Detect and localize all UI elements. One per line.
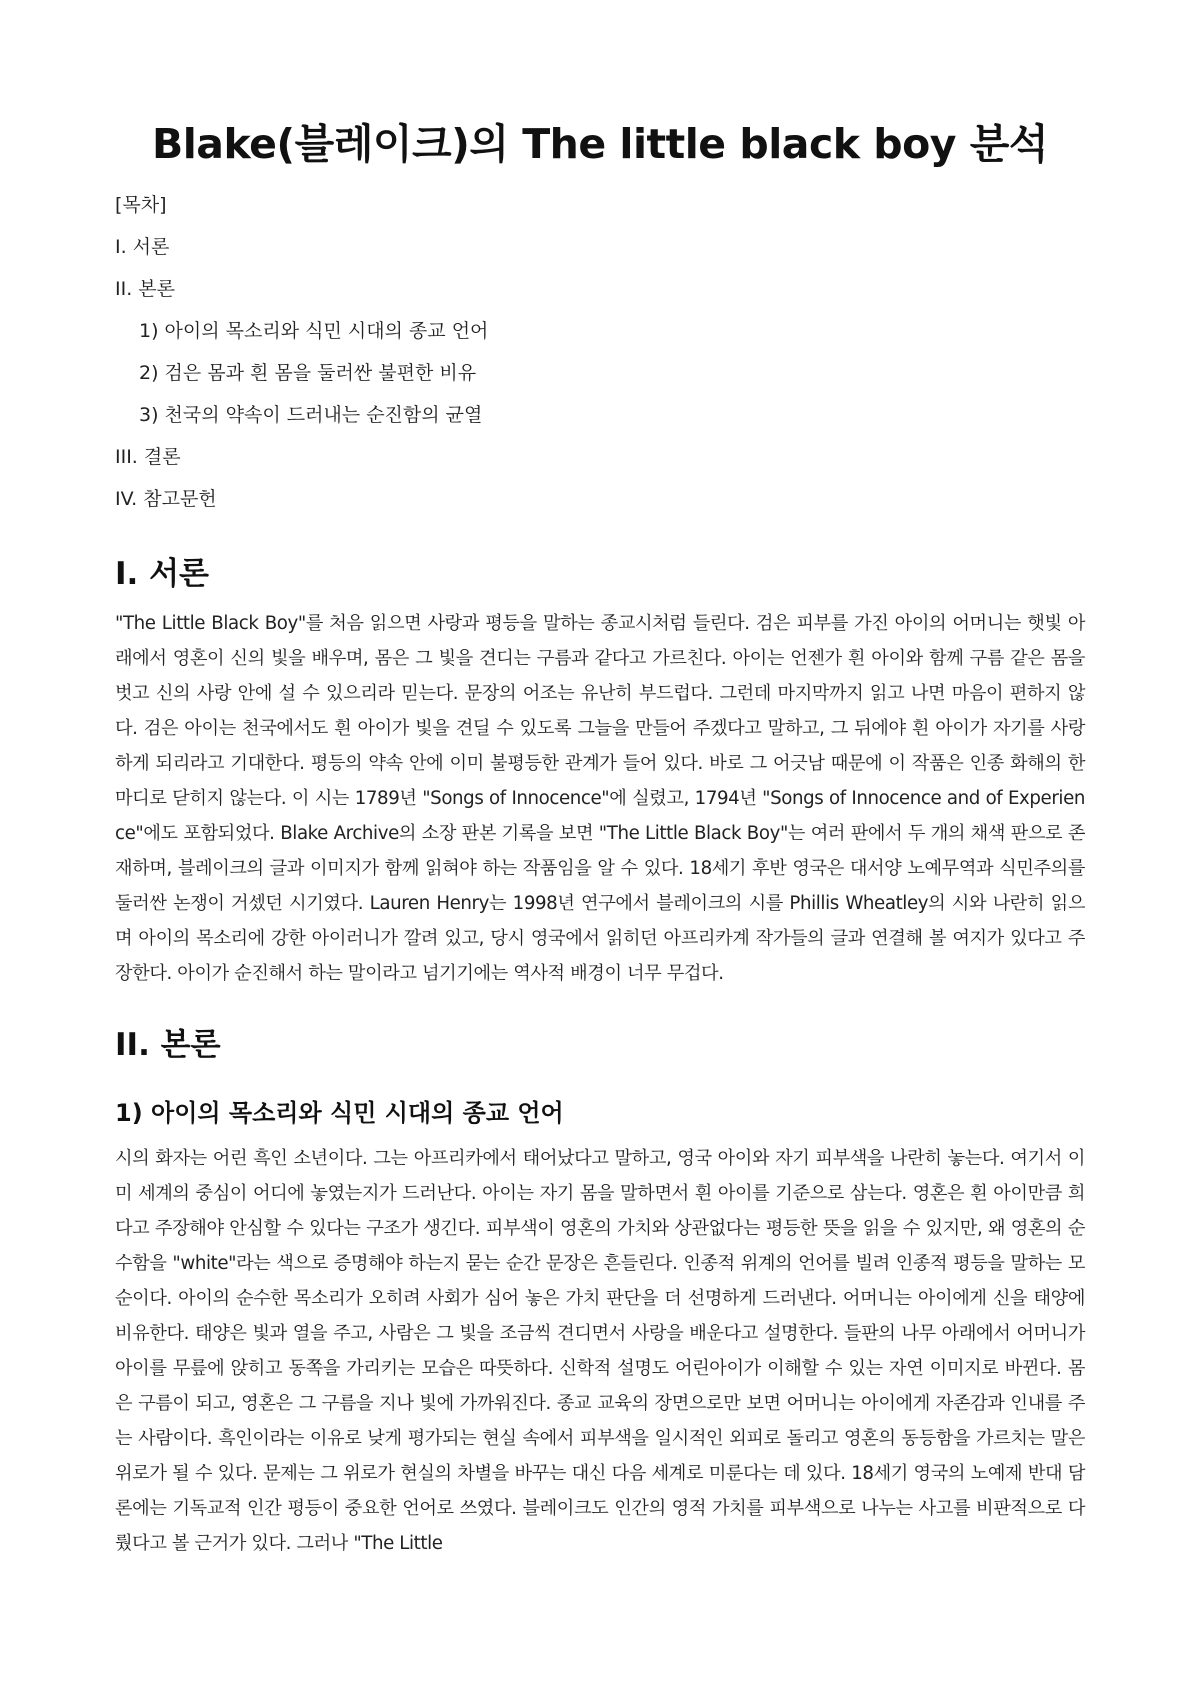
- subsection-1-paragraph: 시의 화자는 어린 흑인 소년이다. 그는 아프리카에서 태어났다고 말하고, 영국 아이와 자기 피부색을 나란히 놓는다. 여기서 이미 세계의 중심이 어디에 놓였는지가 드러난다. 아이는 자기 몸을 말하면서 흰 아이를 기준으로 삼는다. 영혼은 흰 아이만큼 희다고 주장해야 안심할 수 있다는 구조가 생긴다. 피부색이 영혼의 가치와 상관없다는 평등한 뜻을 읽을 수 있지만, 왜 영혼의 순수함을 "white"라는 색으로 증명해야 하는지 묻는 순간 문장은 흔들린다. 인종적 위계의 언어를 빌려 인종적 평등을 말하는 모순이다. 아이의 순수한 목소리가 오히려 사회가 심어 놓은 가치 판단을 더 선명하게 드러낸다. 어머니는 아이에게 신을 태양에 비유한다. 태양은 빛과 열을 주고, 사람은 그 빛을 조금씩 견디면서 사랑을 배운다고 설명한다. 들판의 나무 아래에서 어머니가 아이를 무릎에 앉히고 동쪽을 가리키는 모습은 따뜻하다. 신학적 설명도 어린아이가 이해할 수 있는 자연 이미지로 바뀐다. 몸은 구름이 되고, 영혼은 그 구름을 지나 빛에 가까워진다. 종교 교육의 장면으로만 보면 어머니는 아이에게 자존감과 인내를 주는 사람이다. 흑인이라는 이유로 낮게 평가되는 현실 속에서 피부색을 일시적인 외피로 돌리고 영혼의 동등함을 가르치는 말은 위로가 될 수 있다. 문제는 그 위로가 현실의 차별을 바꾸는 대신 다음 세계로 미룬다는 데 있다. 18세기 영국의 노예제 반대 담론에는 기독교적 인간 평등이 중요한 언어로 쓰였다. 블레이크도 인간의 영적 가치를 피부색으로 나누는 사고를 비판적으로 다뤘다고 볼 근거가 있다. 그러나 "The Little: [115, 1148, 1085, 1554]
- section-heading-body: II. 본론: [115, 1027, 221, 1063]
- table-of-contents: [115, 184, 1085, 520]
- toc-item: II. 본론: [115, 278, 175, 300]
- section-heading-introduction: I. 서론: [115, 556, 209, 592]
- subsection-heading-1: 1) 아이의 목소리와 식민 시대의 종교 언어: [115, 1099, 564, 1127]
- toc-subitem: 1) 아이의 목소리와 식민 시대의 종교 언어: [139, 320, 489, 342]
- toc-item: I. 서론: [115, 236, 170, 258]
- toc-heading: [목차]: [115, 194, 167, 216]
- introduction-paragraph: "The Little Black Boy"를 처음 읽으면 사랑과 평등을 말하는 종교시처럼 들린다. 검은 피부를 가진 아이의 어머니는 햇빛 아래에서 영혼이 신의 빛을 배우며, 몸은 그 빛을 견디는 구름과 같다고 가르친다. 아이는 언젠가 흰 아이와 함께 구름 같은 몸을 벗고 신의 사랑 안에 설 수 있으리라 믿는다. 문장의 어조는 유난히 부드럽다. 그런데 마지막까지 읽고 나면 마음이 편하지 않다. 검은 아이는 천국에서도 흰 아이가 빛을 견딜 수 있도록 그늘을 만들어 주겠다고 말하고, 그 뒤에야 흰 아이가 자기를 사랑하게 되리라고 기대한다. 평등의 약속 안에 이미 불평등한 관계가 들어 있다. 바로 그 어긋남 때문에 이 작품은 인종 화해의 한마디로 닫히지 않는다. 이 시는 1789년 "Songs of Innocence"에 실렸고, 1794년 "Songs of Innocence and of Experience"에도 포함되었다. Blake Archive의 소장 판본 기록을 보면 "The Little Black Boy"는 여러 판에서 두 개의 채색 판으로 존재하며, 블레이크의 글과 이미지가 함께 읽혀야 하는 작품임을 알 수 있다. 18세기 후반 영국은 대서양 노예무역과 식민주의를 둘러싼 논쟁이 거셌던 시기였다. Lauren Henry는 1998년 연구에서 블레이크의 시를 Phillis Wheatley의 시와 나란히 읽으며 아이의 목소리에 강한 아이러니가 깔려 있고, 당시 영국에서 읽히던 아프리카계 작가들의 글과 연결해 볼 여지가 있다고 주장한다. 아이가 순진해서 하는 말이라고 넘기기에는 역사적 배경이 너무 무겁다.: [115, 613, 1085, 984]
- toc-item: IV. 참고문헌: [115, 488, 217, 510]
- toc-subitem: 3) 천국의 약속이 드러내는 순진함의 균열: [139, 404, 483, 426]
- document-title: Blake(블레이크)의 The little black boy 분석: [151, 120, 1049, 168]
- toc-item: III. 결론: [115, 446, 181, 468]
- toc-subitem: 2) 검은 몸과 흰 몸을 둘러싼 불편한 비유: [139, 362, 477, 384]
